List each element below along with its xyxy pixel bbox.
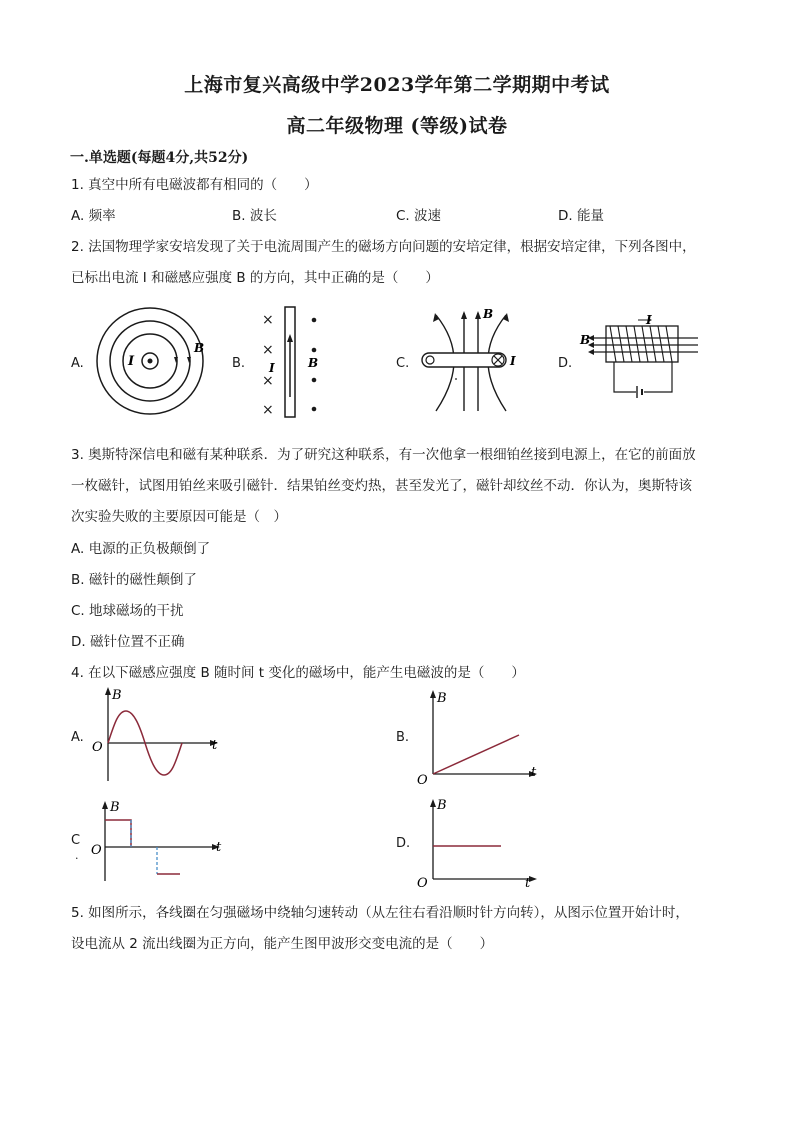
q2-figure-b — [258, 297, 328, 423]
q4-graph-b — [413, 688, 553, 788]
fig-d-field-label: B — [580, 333, 591, 347]
q4-label-a: A. — [71, 730, 84, 745]
q3-option-b: B. 磁针的磁性颠倒了 — [71, 572, 197, 588]
q4a-origin: O — [92, 740, 103, 755]
exam-subtitle: 高二年级物理 (等级)试卷 — [286, 115, 508, 137]
q4d-axis-y: B — [437, 798, 447, 813]
q4b-origin: O — [417, 773, 428, 788]
q2-figure-c — [418, 305, 528, 415]
q3-option-d: D. 磁针位置不正确 — [71, 634, 185, 650]
q3-stem-line3: 次实验失败的主要原因可能是（ ） — [71, 509, 287, 525]
q2-stem-line1: 2. 法国物理学家安培发现了关于电流周围产生的磁场方向问题的安培定律，根据安培定律，下列各图中， — [71, 239, 696, 255]
q3-stem-line2: 一枚磁针，试图用铂丝来吸引磁针．结果铂丝变灼热，甚至发光了，磁针却纹丝不动．你认为，奥斯特该 — [71, 478, 692, 494]
q3-option-a: A. 电源的正负极颠倒了 — [71, 541, 211, 557]
q4a-axis-y: B — [112, 688, 122, 703]
q2-label-b: B. — [232, 356, 246, 371]
fig-a-field-label: B — [194, 341, 205, 355]
q2-stem-line2: 已标出电流 I 和磁感应强度 B 的方向，其中正确的是（ ） — [71, 270, 439, 286]
q4-graph-d — [413, 795, 553, 891]
q1-stem: 1. 真空中所有电磁波都有相同的（ ） — [71, 177, 318, 193]
fig-d-current-label: I — [646, 313, 652, 327]
exam-title: 上海市复兴高级中学2023学年第二学期期中考试 — [184, 74, 610, 96]
q1-option-a: A. 频率 — [71, 208, 116, 224]
q2-figure-a — [94, 305, 206, 417]
q4-graph-c — [75, 797, 228, 887]
q3-stem-line1: 3. 奥斯特深信电和磁有某种联系．为了研究这种联系，有一次他拿一根细铂丝接到电源上，在它的前面放 — [71, 447, 696, 463]
q4d-axis-x: t — [525, 876, 531, 891]
q2-figure-d — [580, 314, 705, 400]
q1-option-c: C. 波速 — [396, 208, 442, 224]
section-heading: 一.单选题(每题4分,共52分) — [70, 150, 249, 166]
svg-text:×: × — [262, 312, 274, 328]
q4d-origin: O — [417, 876, 428, 891]
q2-label-c: C. — [396, 356, 410, 371]
svg-text:×: × — [262, 373, 274, 389]
q4c-axis-x: t — [216, 840, 222, 855]
q3-option-c: C. 地球磁场的干扰 — [71, 603, 184, 619]
q5-stem-line2: 设电流从 2 流出线圈为正方向，能产生图甲波形交变电流的是（ ） — [71, 936, 494, 952]
fig-b-current-label: I — [269, 361, 275, 375]
q4b-axis-y: B — [437, 691, 447, 706]
svg-text:.: . — [75, 849, 79, 862]
fig-c-field-label: B — [483, 307, 494, 321]
q4b-axis-x: t — [531, 765, 537, 780]
q2-label-a: A. — [71, 356, 84, 371]
q2-label-d: D. — [558, 356, 573, 371]
q4-label-b: B. — [396, 730, 410, 745]
q1-option-d: D. 能量 — [558, 208, 604, 224]
q4c-axis-y: B — [110, 800, 120, 815]
q4a-axis-x: t — [212, 738, 218, 753]
q5-stem-line1: 5. 如图所示，各线圈在匀强磁场中绕轴匀速转动（从左往右看沿顺时针方向转），从图示位置开始计时， — [71, 905, 689, 921]
q4-stem: 4. 在以下磁感应强度 B 随时间 t 变化的磁场中，能产生电磁波的是（ ） — [71, 665, 525, 681]
q4c-origin: O — [91, 843, 102, 858]
svg-text:×: × — [262, 402, 274, 418]
q4-label-d: D. — [396, 836, 411, 851]
q4-graph-a — [88, 685, 228, 785]
q1-option-b: B. 波长 — [232, 208, 277, 224]
fig-a-current-label: I — [128, 354, 135, 369]
q4-label-c: C — [71, 833, 81, 848]
svg-text:×: × — [262, 342, 274, 358]
fig-b-field-label: B — [308, 356, 319, 370]
fig-c-current-label: I — [510, 354, 516, 368]
